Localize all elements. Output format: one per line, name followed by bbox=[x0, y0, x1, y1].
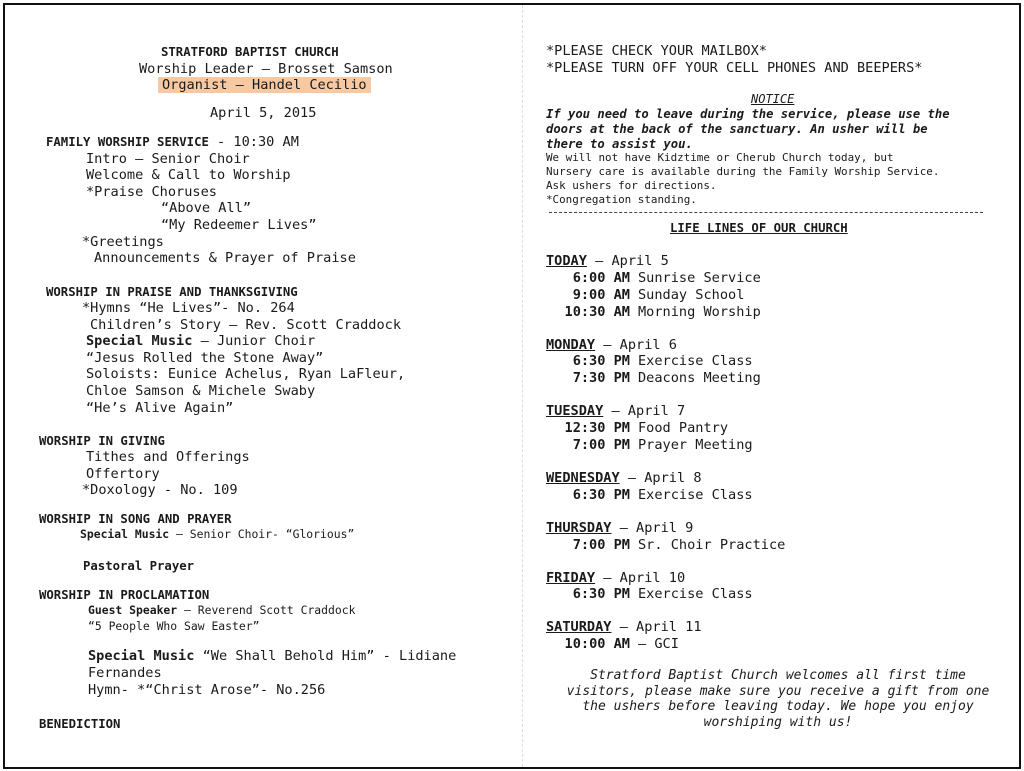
guest-speaker-line bbox=[88, 602, 355, 619]
day-heading-saturday bbox=[546, 619, 702, 636]
day-date: – April 11 bbox=[611, 619, 702, 635]
fernandes-line: Fernandes bbox=[88, 665, 162, 681]
congregation-standing: *Congregation standing. bbox=[546, 193, 697, 206]
special-music-lidiane bbox=[88, 648, 456, 665]
event-row bbox=[546, 370, 761, 387]
worship-leader: Worship Leader – Brosset Samson bbox=[139, 61, 393, 77]
chorus-above-all: “Above All” bbox=[161, 200, 252, 216]
event-row bbox=[546, 353, 753, 370]
kidztime-line-1: We will not have Kidztime or Cherub Church today, but bbox=[546, 151, 894, 164]
event-name: – GCI bbox=[638, 636, 679, 652]
guest-speaker-rest: – Reverend Scott Craddock bbox=[177, 603, 356, 617]
guest-speaker-label: Guest Speaker bbox=[88, 603, 178, 617]
event-time: 7:00 bbox=[572, 437, 606, 453]
event-name: Deacons Meeting bbox=[638, 370, 761, 386]
event-time: 6:30 bbox=[572, 353, 606, 369]
event-ampm: AM bbox=[613, 636, 630, 652]
family-heading-time: - 10:30 AM bbox=[208, 134, 299, 150]
event-time: 10:30 bbox=[564, 304, 606, 320]
service-date: April 5, 2015 bbox=[210, 105, 317, 121]
event-ampm: PM bbox=[613, 537, 630, 553]
day-date: – April 10 bbox=[595, 570, 686, 586]
day-heading-today bbox=[546, 253, 669, 270]
event-time: 9:00 bbox=[572, 287, 606, 303]
soloists-line-1: Soloists: Eunice Achelus, Ryan LaFleur, bbox=[86, 366, 406, 382]
kidztime-line-3: Ask ushers for directions. bbox=[546, 179, 717, 192]
event-name: Exercise Class bbox=[638, 487, 753, 503]
bulletin-page bbox=[3, 3, 1021, 769]
event-ampm: AM bbox=[613, 287, 630, 303]
event-row bbox=[546, 487, 753, 504]
event-row bbox=[546, 420, 728, 437]
welcome-line: worshiping with us! bbox=[703, 714, 853, 730]
special-music-senior-label: Special Music bbox=[80, 527, 170, 541]
family-heading-label: FAMILY WORSHIP SERVICE bbox=[46, 135, 209, 149]
day-date: – April 5 bbox=[586, 253, 669, 269]
day-name: SATURDAY bbox=[546, 619, 612, 635]
praise-thanksgiving-heading: WORSHIP IN PRAISE AND THANKSGIVING bbox=[46, 285, 298, 299]
notice-line-3: there to assist you. bbox=[546, 137, 693, 151]
cell-phones-notice: *PLEASE TURN OFF YOUR CELL PHONES AND BEEPERS* bbox=[546, 60, 923, 76]
childrens-story: Children’s Story – Rev. Scott Craddock bbox=[90, 317, 401, 333]
event-name: Sunrise Service bbox=[638, 270, 761, 286]
event-ampm: AM bbox=[613, 270, 630, 286]
notice-line-1: If you need to leave during the service, please use the bbox=[546, 107, 950, 121]
event-name: Food Pantry bbox=[638, 420, 729, 436]
event-time: 7:00 bbox=[572, 537, 606, 553]
event-name: Sr. Choir Practice bbox=[638, 537, 786, 553]
song-prayer-heading: WORSHIP IN SONG AND PRAYER bbox=[39, 512, 232, 526]
event-row bbox=[546, 586, 753, 603]
event-time: 12:30 bbox=[564, 420, 606, 436]
event-ampm: PM bbox=[613, 353, 630, 369]
intro-line: Intro – Senior Choir bbox=[86, 151, 250, 167]
praise-choruses: *Praise Choruses bbox=[86, 184, 217, 200]
welcome-line: Welcome & Call to Worship bbox=[86, 167, 291, 183]
welcome-line: visitors, please make sure you receive a gift from one bbox=[566, 683, 990, 699]
sermon-title: “5 People Who Saw Easter” bbox=[88, 619, 260, 633]
event-row bbox=[546, 537, 785, 554]
jesus-rolled-song: “Jesus Rolled the Stone Away” bbox=[86, 350, 324, 366]
event-time: 6:00 bbox=[572, 270, 606, 286]
notice-title: NOTICE bbox=[751, 92, 795, 106]
special-music-label: Special Music bbox=[86, 333, 193, 349]
special-music-senior-rest: – Senior Choir- “Glorious” bbox=[169, 527, 355, 541]
hymns-line: *Hymns “He Lives”- No. 264 bbox=[82, 300, 295, 316]
day-date: – April 6 bbox=[595, 337, 677, 353]
special-music-lidiane-rest: “We Shall Behold Him” - Lidiane bbox=[194, 648, 457, 664]
hymn-christ-arose: Hymn- *“Christ Arose”- No.256 bbox=[88, 682, 326, 698]
organist-highlight: Organist – Handel Cecilio bbox=[158, 77, 371, 93]
day-heading-friday bbox=[546, 570, 685, 587]
event-row bbox=[546, 304, 761, 321]
event-row bbox=[546, 636, 679, 653]
event-row bbox=[546, 437, 753, 454]
day-date: – April 8 bbox=[619, 470, 702, 486]
event-name: Sunday School bbox=[638, 287, 745, 303]
page-fold bbox=[522, 5, 523, 767]
event-name: Exercise Class bbox=[638, 353, 753, 369]
dashed-divider bbox=[549, 212, 983, 213]
day-heading-tuesday bbox=[546, 403, 685, 420]
day-heading-monday bbox=[546, 337, 677, 354]
day-name: FRIDAY bbox=[546, 570, 596, 586]
proclamation-heading: WORSHIP IN PROCLAMATION bbox=[39, 588, 210, 602]
event-ampm: PM bbox=[613, 487, 630, 503]
notice-line-2: doors at the back of the sanctuary. An usher will be bbox=[546, 122, 928, 136]
giving-heading: WORSHIP IN GIVING bbox=[39, 434, 165, 448]
life-lines-heading: LIFE LINES OF OUR CHURCH bbox=[670, 221, 848, 235]
church-name: STRATFORD BAPTIST CHURCH bbox=[161, 45, 339, 59]
day-heading-wednesday bbox=[546, 470, 702, 487]
welcome-message bbox=[553, 668, 1003, 730]
organist-line bbox=[158, 77, 371, 94]
event-time: 7:30 bbox=[572, 370, 606, 386]
day-heading-thursday bbox=[546, 520, 693, 537]
day-name: TUESDAY bbox=[546, 403, 604, 419]
event-time: 10:00 bbox=[564, 636, 606, 652]
event-ampm: PM bbox=[613, 420, 630, 436]
kidztime-line-2: Nursery care is available during the Family Worship Service. bbox=[546, 165, 940, 178]
event-time: 6:30 bbox=[572, 487, 606, 503]
special-music-lidiane-label: Special Music bbox=[88, 648, 195, 664]
event-time: 6:30 bbox=[572, 586, 606, 602]
event-name: Morning Worship bbox=[638, 304, 761, 320]
event-row bbox=[546, 270, 761, 287]
pastoral-prayer: Pastoral Prayer bbox=[83, 559, 195, 573]
benediction: BENEDICTION bbox=[39, 717, 121, 731]
event-ampm: PM bbox=[613, 437, 630, 453]
event-ampm: AM bbox=[613, 304, 630, 320]
soloists-line-2: Chloe Samson & Michele Swaby bbox=[86, 383, 316, 399]
announcements-line: Announcements & Prayer of Praise bbox=[94, 250, 356, 266]
event-ampm: PM bbox=[613, 370, 630, 386]
event-ampm: PM bbox=[613, 586, 630, 602]
special-music-senior bbox=[80, 526, 354, 543]
day-name: TODAY bbox=[546, 253, 587, 269]
family-worship-heading bbox=[46, 134, 299, 151]
special-music-junior-rest: – Junior Choir bbox=[192, 333, 316, 349]
day-date: – April 7 bbox=[603, 403, 686, 419]
doxology-line: *Doxology - No. 109 bbox=[82, 482, 238, 498]
greetings-line: *Greetings bbox=[82, 234, 164, 250]
chorus-redeemer: “My Redeemer Lives” bbox=[161, 217, 317, 233]
welcome-line: Stratford Baptist Church welcomes all first time bbox=[590, 668, 966, 683]
day-date: – April 9 bbox=[611, 520, 694, 536]
event-name: Exercise Class bbox=[638, 586, 753, 602]
offertory-line: Offertory bbox=[86, 466, 160, 482]
he-is-alive-song: “He’s Alive Again” bbox=[86, 400, 234, 416]
welcome-line: the ushers before leaving today. We hope you enjoy bbox=[582, 699, 974, 714]
event-row bbox=[546, 287, 744, 304]
event-name: Prayer Meeting bbox=[638, 437, 753, 453]
mailbox-notice: *PLEASE CHECK YOUR MAILBOX* bbox=[546, 43, 767, 59]
day-name: THURSDAY bbox=[546, 520, 612, 536]
tithes-line: Tithes and Offerings bbox=[86, 449, 250, 465]
special-music-junior bbox=[86, 333, 315, 350]
day-name: MONDAY bbox=[546, 337, 596, 353]
day-name: WEDNESDAY bbox=[546, 470, 620, 486]
